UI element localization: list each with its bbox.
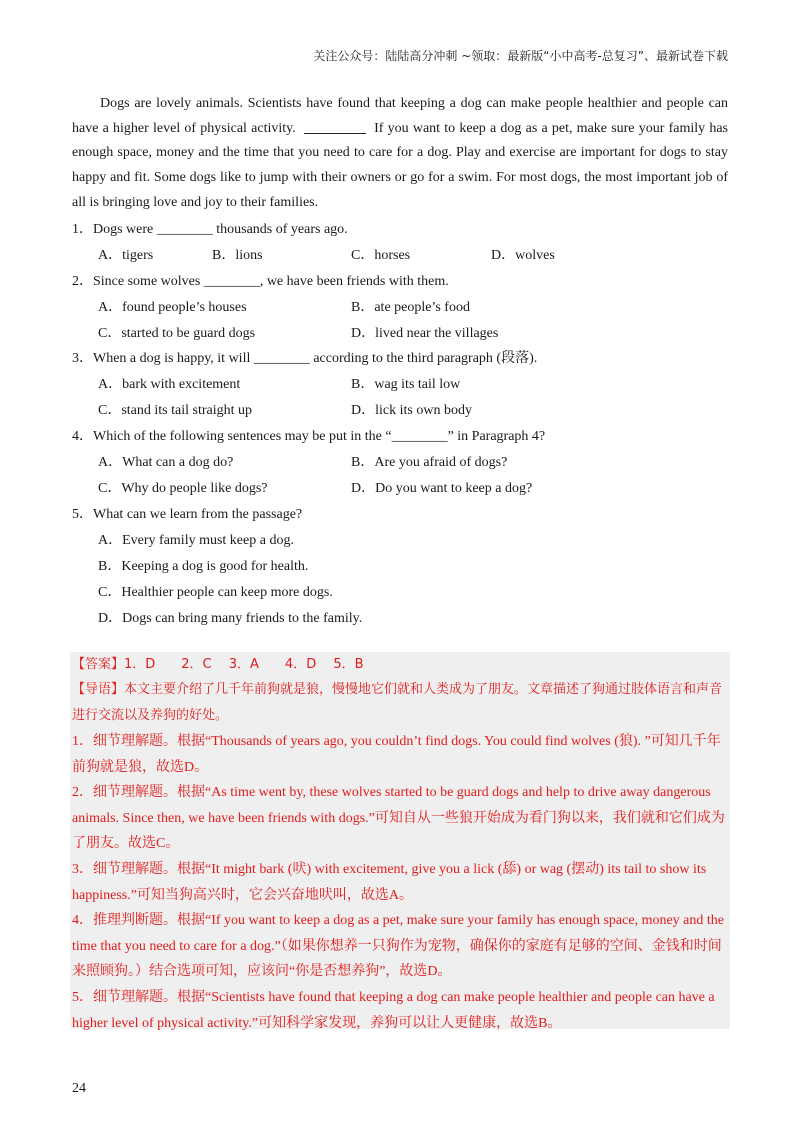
option: D．lived near the villages xyxy=(351,326,499,341)
option: A．found people’s houses xyxy=(98,300,247,315)
answer-key-text: 【答案】1．D 2．C 3．A 4．D 5．B xyxy=(72,657,364,672)
explanation-3-text: 3．细节理解题。根据“It might bark (吠) with excitement, give you a lick (舔) or wag (摆动) its tail to show its happiness.”可知当狗高兴时，它会兴奋地吠叫，故选A。 xyxy=(72,862,707,903)
option: A．Every family must keep a dog. xyxy=(98,533,294,548)
option: C．Healthier people can keep more dogs. xyxy=(98,585,333,600)
explanation-1 xyxy=(72,729,728,780)
explanation-2 xyxy=(72,780,728,857)
explanation-2-text: 2．细节理解题。根据“As time went by, these wolves started to be guard dogs and help to drive away dangerous animals. Since then, we have been friends with dogs.”可知自从一些狼开始成为看门狗以来，我们就和它们成为了朋友。故选C。 xyxy=(72,785,725,852)
answer-key xyxy=(72,652,728,678)
option: B．lions xyxy=(212,248,263,263)
blank-line xyxy=(304,119,366,134)
explanation-4 xyxy=(72,908,728,985)
option: C．stand its tail straight up xyxy=(98,403,252,418)
page-header: 关注公众号：陆陆高分冲刺 ~领取：最新版“小中高考-总复习”、最新试卷下载 xyxy=(313,49,728,63)
explanation-1-text: 1．细节理解题。根据“Thousands of years ago, you couldn’t find dogs. You could find wolves (狼). ”可知几千年前狗就是狼，故选D。 xyxy=(72,734,721,775)
option: D．lick its own body xyxy=(351,403,472,418)
question-1: 1．Dogs were ________ thousands of years ago. xyxy=(72,222,348,237)
passage-part-2: If you want to keep a dog as a pet, make sure your family has enough space, money and the time that you need to care for a dog. Play and exercise are important for dogs to stay happy and fit. Some dogs like to jump with their owners or go for a swim. For most dogs, the most important job of all is bringing love and joy to their families. xyxy=(72,120,728,210)
option: D．Do you want to keep a dog? xyxy=(351,481,533,496)
answer-guide xyxy=(72,677,728,728)
explanation-3 xyxy=(72,857,728,908)
answer-guide-text: 【导语】本文主要介绍了几千年前狗就是狼，慢慢地它们就和人类成为了朋友。文章描述了狗通过肢体语言和声音进行交流以及养狗的好处。 xyxy=(72,682,723,723)
passage-part-1: Dogs are lovely animals. Scientists have found that keeping a dog can make people healthier and people can have a higher level of physical activity. xyxy=(72,96,728,136)
option: D．Dogs can bring many friends to the family. xyxy=(98,611,363,626)
option: B．ate people’s food xyxy=(351,300,470,315)
option: B．Keeping a dog is good for health. xyxy=(98,559,309,574)
option: C．horses xyxy=(351,248,411,263)
passage-paragraph xyxy=(72,92,728,216)
option: B．Are you afraid of dogs? xyxy=(351,455,508,470)
page-number: 24 xyxy=(72,1081,86,1096)
option: C．Why do people like dogs? xyxy=(98,481,268,496)
explanation-5-text: 5．细节理解题。根据“Scientists have found that keeping a dog can make people healthier and people can have a higher level of physical activity.”可知科学家发现，养狗可以让人更健康，故选B。 xyxy=(72,990,715,1031)
question-2: 2．Since some wolves ________, we have been friends with them. xyxy=(72,274,449,289)
option: A．bark with excitement xyxy=(98,377,241,392)
question-4: 4．Which of the following sentences may be put in the “________” in Paragraph 4? xyxy=(72,429,546,444)
option: A．tigers xyxy=(98,248,154,263)
option: A．What can a dog do? xyxy=(98,455,234,470)
option: D．wolves xyxy=(491,248,555,263)
option: B．wag its tail low xyxy=(351,377,461,392)
explanation-5 xyxy=(72,985,728,1036)
question-5: 5．What can we learn from the passage? xyxy=(72,507,303,522)
question-3: 3．When a dog is happy, it will ________ according to the third paragraph (段落). xyxy=(72,351,538,366)
option: C．started to be guard dogs xyxy=(98,326,256,341)
explanation-4-text: 4．推理判断题。根据“If you want to keep a dog as a pet, make sure your family has enough space, money and the time that you need to care for a dog.”（如果你想养一只狗作为宠物，确保你的家庭有足够的空间、金钱和时间来照顾狗。）结合选项可知，应该问“你是否想养狗”，故选D。 xyxy=(72,913,724,980)
